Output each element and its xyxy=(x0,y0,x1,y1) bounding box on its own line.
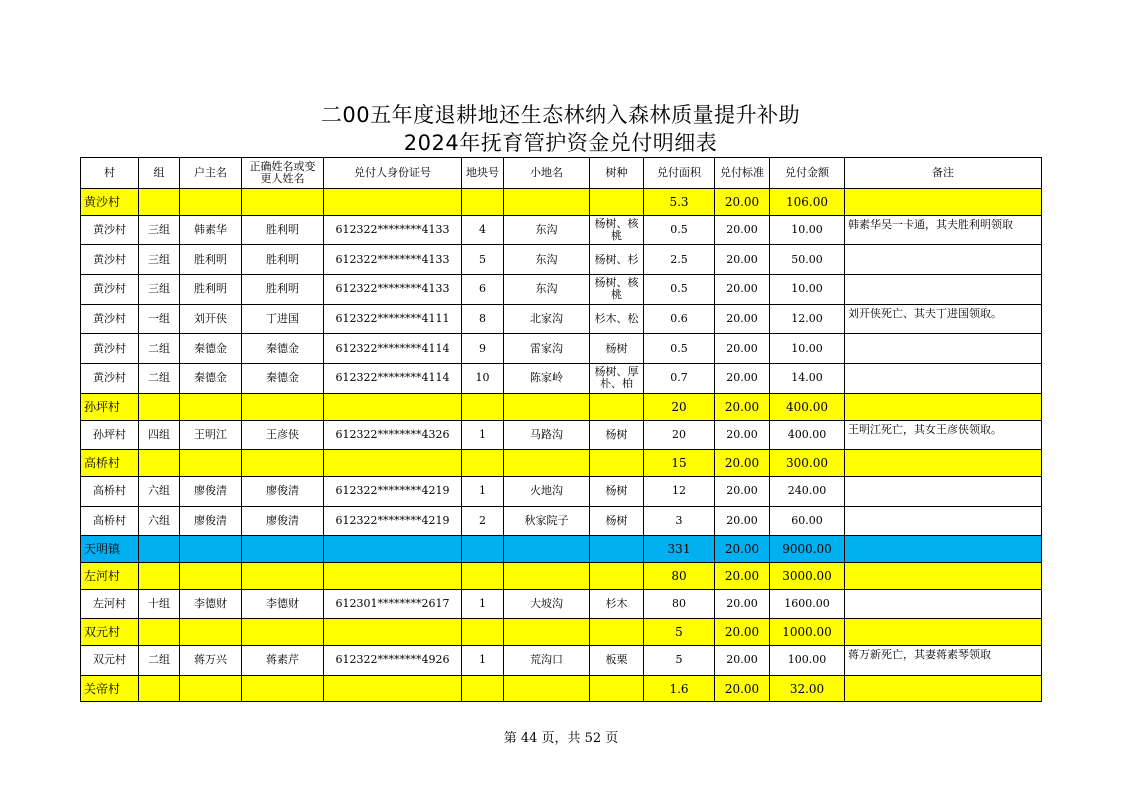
cell-remark xyxy=(845,675,1042,702)
cell-standard: 20.00 xyxy=(715,275,770,305)
tree-type-text: 杉木 xyxy=(605,597,628,610)
cell-village: 双元村 xyxy=(81,646,139,676)
cell-id-number: 612322********4114 xyxy=(324,364,462,394)
cell-plot-no: 1 xyxy=(462,420,504,450)
cell-tree-type xyxy=(590,245,644,275)
cell-amount: 10.00 xyxy=(770,334,845,364)
cell-corrected-name: 秦德金 xyxy=(242,334,324,364)
cell-remark xyxy=(845,476,1042,506)
cell-group xyxy=(139,189,180,216)
village-subtotal-row xyxy=(81,562,1042,589)
cell-area: 80 xyxy=(644,562,715,589)
tree-type-text: 杨树、核桃 xyxy=(594,277,639,302)
tree-type-text: 杉木、松 xyxy=(594,313,639,326)
cell-id-number: 612322********4326 xyxy=(324,420,462,450)
cell-id-number xyxy=(324,675,462,702)
cell-group: 三组 xyxy=(139,275,180,305)
header-area: 兑付面积 xyxy=(644,158,715,189)
cell-group: 四组 xyxy=(139,420,180,450)
cell-corrected-name: 秦德金 xyxy=(242,364,324,394)
cell-group: 三组 xyxy=(139,245,180,275)
cell-plot-no: 5 xyxy=(462,245,504,275)
cell-group: 十组 xyxy=(139,589,180,619)
cell-corrected-name xyxy=(242,562,324,589)
cell-standard: 20.00 xyxy=(715,189,770,216)
header-amount: 兑付金额 xyxy=(770,158,845,189)
cell-area: 20 xyxy=(644,420,715,450)
cell-place-name: 秋家院子 xyxy=(504,506,590,536)
cell-remark xyxy=(845,393,1042,420)
cell-plot-no xyxy=(462,562,504,589)
cell-village: 孙坪村 xyxy=(81,393,139,420)
cell-remark xyxy=(845,334,1042,364)
cell-householder: 廖俊清 xyxy=(180,506,242,536)
cell-area: 0.5 xyxy=(644,275,715,305)
cell-plot-no: 1 xyxy=(462,589,504,619)
cell-amount: 240.00 xyxy=(770,476,845,506)
cell-village: 黄沙村 xyxy=(81,215,139,245)
cell-village: 高桥村 xyxy=(81,476,139,506)
cell-amount: 9000.00 xyxy=(770,536,845,563)
cell-tree-type xyxy=(590,589,644,619)
tree-type-text: 杨树、核桃 xyxy=(594,218,639,243)
cell-area: 5 xyxy=(644,646,715,676)
cell-group: 二组 xyxy=(139,646,180,676)
cell-plot-no xyxy=(462,619,504,646)
town-subtotal-row xyxy=(81,536,1042,563)
cell-householder xyxy=(180,536,242,563)
cell-place-name xyxy=(504,393,590,420)
cell-tree-type xyxy=(590,189,644,216)
cell-group: 三组 xyxy=(139,215,180,245)
cell-standard: 20.00 xyxy=(715,589,770,619)
cell-tree-type xyxy=(590,334,644,364)
table-row xyxy=(81,215,1042,245)
cell-remark xyxy=(845,562,1042,589)
tree-type-text: 杨树 xyxy=(605,514,628,527)
cell-id-number xyxy=(324,393,462,420)
cell-id-number xyxy=(324,189,462,216)
cell-remark xyxy=(845,364,1042,394)
cell-amount: 14.00 xyxy=(770,364,845,394)
cell-remark xyxy=(845,304,1042,334)
cell-corrected-name xyxy=(242,393,324,420)
cell-householder xyxy=(180,562,242,589)
cell-householder xyxy=(180,393,242,420)
cell-remark xyxy=(845,589,1042,619)
remark-text: 王明江死亡，其女王彦侠领取。 xyxy=(848,423,1002,436)
cell-place-name xyxy=(504,450,590,477)
cell-place-name: 东沟 xyxy=(504,245,590,275)
table-row xyxy=(81,275,1042,305)
cell-village: 天明镇 xyxy=(81,536,139,563)
cell-tree-type xyxy=(590,619,644,646)
cell-village: 关帝村 xyxy=(81,675,139,702)
cell-group xyxy=(139,393,180,420)
cell-remark xyxy=(845,506,1042,536)
cell-village: 高桥村 xyxy=(81,450,139,477)
cell-standard: 20.00 xyxy=(715,646,770,676)
cell-corrected-name: 胜利明 xyxy=(242,245,324,275)
table-row xyxy=(81,334,1042,364)
cell-plot-no: 1 xyxy=(462,476,504,506)
cell-corrected-name: 胜利明 xyxy=(242,215,324,245)
cell-standard: 20.00 xyxy=(715,334,770,364)
cell-tree-type xyxy=(590,304,644,334)
cell-village: 黄沙村 xyxy=(81,304,139,334)
cell-village: 黄沙村 xyxy=(81,189,139,216)
cell-group xyxy=(139,450,180,477)
cell-amount: 32.00 xyxy=(770,675,845,702)
cell-id-number: 612322********4926 xyxy=(324,646,462,676)
cell-corrected-name: 胜利明 xyxy=(242,275,324,305)
cell-area: 0.5 xyxy=(644,215,715,245)
table-row xyxy=(81,364,1042,394)
cell-remark xyxy=(845,275,1042,305)
payment-detail-table xyxy=(80,157,1042,702)
cell-standard: 20.00 xyxy=(715,364,770,394)
tree-type-text: 杨树 xyxy=(605,485,628,498)
cell-householder xyxy=(180,450,242,477)
cell-tree-type xyxy=(590,215,644,245)
tree-type-text: 杨树、厚朴、柏 xyxy=(594,366,639,391)
cell-tree-type xyxy=(590,275,644,305)
table-row xyxy=(81,304,1042,334)
cell-householder: 秦德金 xyxy=(180,334,242,364)
cell-amount: 10.00 xyxy=(770,215,845,245)
cell-remark xyxy=(845,536,1042,563)
cell-village: 黄沙村 xyxy=(81,275,139,305)
cell-plot-no: 1 xyxy=(462,646,504,676)
cell-standard: 20.00 xyxy=(715,215,770,245)
table-header-row xyxy=(81,158,1042,189)
cell-id-number: 612322********4133 xyxy=(324,215,462,245)
cell-remark xyxy=(845,245,1042,275)
cell-plot-no xyxy=(462,393,504,420)
cell-householder: 韩素华 xyxy=(180,215,242,245)
cell-householder: 胜利明 xyxy=(180,275,242,305)
cell-householder: 胜利明 xyxy=(180,245,242,275)
cell-corrected-name: 李德财 xyxy=(242,589,324,619)
village-subtotal-row xyxy=(81,393,1042,420)
tree-type-text: 板栗 xyxy=(605,654,628,667)
cell-id-number: 612322********4111 xyxy=(324,304,462,334)
cell-id-number: 612322********4114 xyxy=(324,334,462,364)
cell-group: 六组 xyxy=(139,506,180,536)
cell-id-number: 612301********2617 xyxy=(324,589,462,619)
cell-corrected-name xyxy=(242,619,324,646)
cell-village: 高桥村 xyxy=(81,506,139,536)
table-row xyxy=(81,506,1042,536)
cell-plot-no: 4 xyxy=(462,215,504,245)
cell-amount: 400.00 xyxy=(770,420,845,450)
cell-standard: 20.00 xyxy=(715,476,770,506)
cell-householder: 李德财 xyxy=(180,589,242,619)
cell-place-name: 北家沟 xyxy=(504,304,590,334)
cell-standard: 20.00 xyxy=(715,450,770,477)
cell-place-name: 马路沟 xyxy=(504,420,590,450)
cell-area: 80 xyxy=(644,589,715,619)
cell-amount: 100.00 xyxy=(770,646,845,676)
cell-householder: 刘开侠 xyxy=(180,304,242,334)
cell-area: 0.6 xyxy=(644,304,715,334)
cell-place-name xyxy=(504,675,590,702)
cell-id-number: 612322********4133 xyxy=(324,245,462,275)
cell-amount: 3000.00 xyxy=(770,562,845,589)
cell-remark xyxy=(845,646,1042,676)
header-tree-type: 树种 xyxy=(590,158,644,189)
cell-place-name: 雷家沟 xyxy=(504,334,590,364)
cell-standard: 20.00 xyxy=(715,536,770,563)
cell-amount: 1000.00 xyxy=(770,619,845,646)
cell-id-number xyxy=(324,562,462,589)
cell-tree-type xyxy=(590,536,644,563)
cell-plot-no: 9 xyxy=(462,334,504,364)
cell-remark xyxy=(845,189,1042,216)
cell-area: 0.7 xyxy=(644,364,715,394)
cell-id-number: 612322********4219 xyxy=(324,506,462,536)
cell-area: 0.5 xyxy=(644,334,715,364)
cell-place-name: 东沟 xyxy=(504,275,590,305)
cell-standard: 20.00 xyxy=(715,619,770,646)
cell-place-name: 火地沟 xyxy=(504,476,590,506)
cell-amount: 60.00 xyxy=(770,506,845,536)
cell-tree-type xyxy=(590,562,644,589)
cell-village: 双元村 xyxy=(81,619,139,646)
cell-householder: 王明江 xyxy=(180,420,242,450)
cell-plot-no: 2 xyxy=(462,506,504,536)
cell-plot-no xyxy=(462,450,504,477)
table-row xyxy=(81,589,1042,619)
cell-remark xyxy=(845,619,1042,646)
cell-area: 15 xyxy=(644,450,715,477)
cell-amount: 400.00 xyxy=(770,393,845,420)
cell-tree-type xyxy=(590,393,644,420)
table-row xyxy=(81,646,1042,676)
cell-corrected-name: 廖俊清 xyxy=(242,476,324,506)
tree-type-text: 杨树 xyxy=(605,428,628,441)
header-standard: 兑付标准 xyxy=(715,158,770,189)
cell-village: 左河村 xyxy=(81,562,139,589)
document-title-line2: 2024年抚育管护资金兑付明细表 xyxy=(403,131,718,155)
table-row xyxy=(81,476,1042,506)
cell-amount: 106.00 xyxy=(770,189,845,216)
cell-place-name xyxy=(504,189,590,216)
cell-area: 5 xyxy=(644,619,715,646)
header-corrected-name: 正确姓名或变更人姓名 xyxy=(242,158,324,189)
cell-plot-no: 6 xyxy=(462,275,504,305)
cell-group: 一组 xyxy=(139,304,180,334)
cell-group xyxy=(139,562,180,589)
table-row xyxy=(81,420,1042,450)
cell-place-name: 东沟 xyxy=(504,215,590,245)
cell-place-name: 荒沟口 xyxy=(504,646,590,676)
cell-place-name xyxy=(504,562,590,589)
cell-group: 六组 xyxy=(139,476,180,506)
cell-area: 20 xyxy=(644,393,715,420)
header-householder: 户主名 xyxy=(180,158,242,189)
cell-place-name: 大坡沟 xyxy=(504,589,590,619)
cell-householder xyxy=(180,189,242,216)
cell-corrected-name: 丁进国 xyxy=(242,304,324,334)
cell-corrected-name xyxy=(242,189,324,216)
cell-id-number: 612322********4219 xyxy=(324,476,462,506)
cell-householder: 秦德金 xyxy=(180,364,242,394)
cell-area: 12 xyxy=(644,476,715,506)
cell-area: 3 xyxy=(644,506,715,536)
village-subtotal-row xyxy=(81,189,1042,216)
cell-corrected-name: 廖俊清 xyxy=(242,506,324,536)
cell-corrected-name xyxy=(242,536,324,563)
cell-amount: 10.00 xyxy=(770,275,845,305)
cell-standard: 20.00 xyxy=(715,675,770,702)
cell-village: 左河村 xyxy=(81,589,139,619)
cell-area: 5.3 xyxy=(644,189,715,216)
cell-group xyxy=(139,619,180,646)
cell-village: 黄沙村 xyxy=(81,334,139,364)
cell-id-number xyxy=(324,536,462,563)
cell-householder: 廖俊清 xyxy=(180,476,242,506)
cell-tree-type xyxy=(590,420,644,450)
cell-householder xyxy=(180,675,242,702)
remark-text: 刘开侠死亡、其夫丁进国领取。 xyxy=(848,307,1002,320)
tree-type-text: 杨树、杉 xyxy=(594,253,639,266)
cell-amount: 1600.00 xyxy=(770,589,845,619)
cell-corrected-name: 蒋素芹 xyxy=(242,646,324,676)
cell-amount: 12.00 xyxy=(770,304,845,334)
remark-text: 韩素华吴一卡通，其夫胜利明领取 xyxy=(848,218,1013,231)
village-subtotal-row xyxy=(81,619,1042,646)
cell-village: 黄沙村 xyxy=(81,245,139,275)
cell-tree-type xyxy=(590,364,644,394)
cell-standard: 20.00 xyxy=(715,506,770,536)
header-village: 村 xyxy=(81,158,139,189)
page-footer: 第 44 页，共 52 页 xyxy=(503,731,619,746)
cell-area: 1.6 xyxy=(644,675,715,702)
cell-householder xyxy=(180,619,242,646)
cell-id-number xyxy=(324,450,462,477)
cell-remark xyxy=(845,215,1042,245)
cell-id-number: 612322********4133 xyxy=(324,275,462,305)
document-title-line1: 二00五年度退耕地还生态林纳入森林质量提升补助 xyxy=(320,103,801,127)
cell-village: 黄沙村 xyxy=(81,364,139,394)
tree-type-text: 杨树 xyxy=(605,342,628,355)
cell-standard: 20.00 xyxy=(715,304,770,334)
header-id-number: 兑付人身份证号 xyxy=(324,158,462,189)
cell-group: 二组 xyxy=(139,334,180,364)
cell-tree-type xyxy=(590,450,644,477)
cell-standard: 20.00 xyxy=(715,245,770,275)
header-place-name: 小地名 xyxy=(504,158,590,189)
cell-id-number xyxy=(324,619,462,646)
cell-plot-no xyxy=(462,536,504,563)
header-plot-no: 地块号 xyxy=(462,158,504,189)
village-subtotal-row xyxy=(81,675,1042,702)
cell-plot-no xyxy=(462,675,504,702)
cell-tree-type xyxy=(590,506,644,536)
remark-text: 蒋万新死亡，其妻蒋素琴领取 xyxy=(848,649,991,661)
table-row xyxy=(81,245,1042,275)
cell-corrected-name: 王彦侠 xyxy=(242,420,324,450)
cell-group xyxy=(139,675,180,702)
cell-plot-no: 10 xyxy=(462,364,504,394)
cell-village: 孙坪村 xyxy=(81,420,139,450)
village-subtotal-row xyxy=(81,450,1042,477)
cell-place-name xyxy=(504,619,590,646)
cell-householder: 蒋万兴 xyxy=(180,646,242,676)
cell-standard: 20.00 xyxy=(715,393,770,420)
cell-remark xyxy=(845,420,1042,450)
cell-place-name xyxy=(504,536,590,563)
cell-area: 2.5 xyxy=(644,245,715,275)
cell-remark xyxy=(845,450,1042,477)
cell-amount: 300.00 xyxy=(770,450,845,477)
cell-tree-type xyxy=(590,476,644,506)
header-group: 组 xyxy=(139,158,180,189)
cell-plot-no: 8 xyxy=(462,304,504,334)
header-remark: 备注 xyxy=(845,158,1042,189)
cell-tree-type xyxy=(590,646,644,676)
cell-plot-no xyxy=(462,189,504,216)
cell-tree-type xyxy=(590,675,644,702)
cell-corrected-name xyxy=(242,450,324,477)
cell-standard: 20.00 xyxy=(715,562,770,589)
cell-standard: 20.00 xyxy=(715,420,770,450)
cell-amount: 50.00 xyxy=(770,245,845,275)
cell-place-name: 陈家岭 xyxy=(504,364,590,394)
cell-group xyxy=(139,536,180,563)
cell-area: 331 xyxy=(644,536,715,563)
cell-corrected-name xyxy=(242,675,324,702)
cell-group: 二组 xyxy=(139,364,180,394)
